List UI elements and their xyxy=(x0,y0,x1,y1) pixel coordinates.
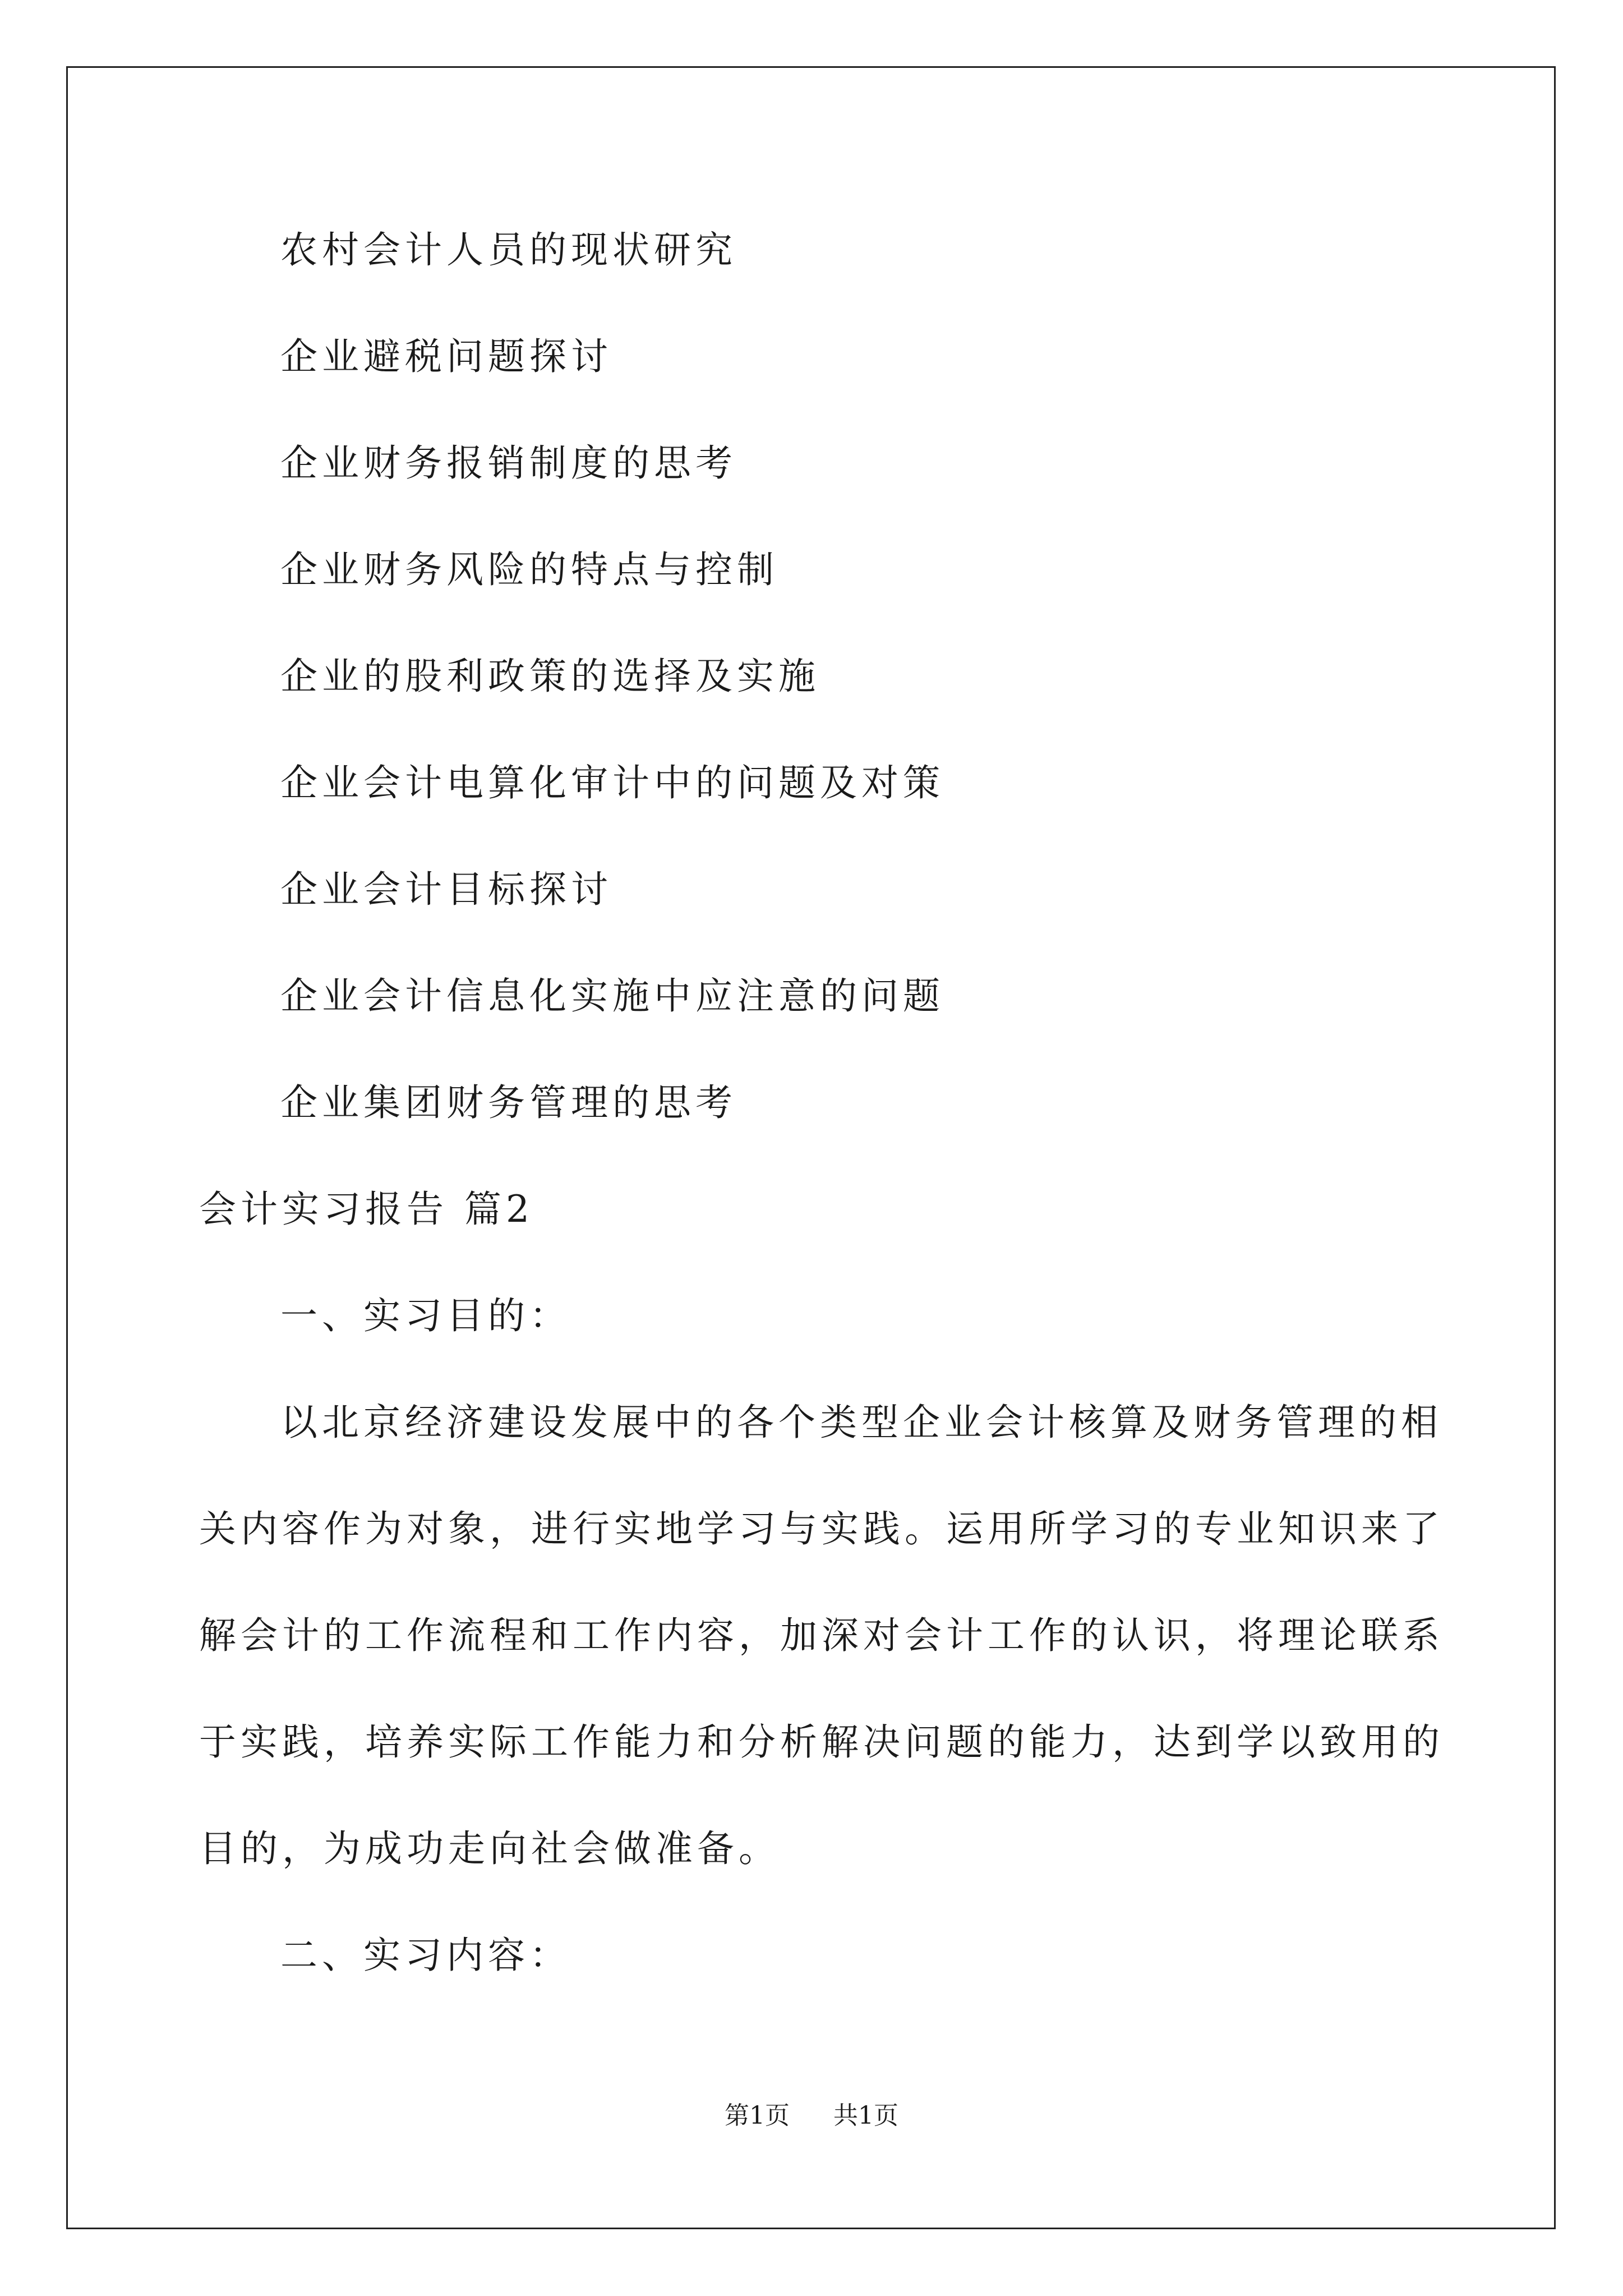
page-number: 第1页 xyxy=(725,2101,790,2130)
topic-item: 企业会计信息化实施中应注意的问题 xyxy=(280,974,944,1018)
topic-item: 企业财务风险的特点与控制 xyxy=(280,548,778,591)
paragraph-line: 解会计的工作流程和工作内容，加深对会计工作的认识，将理论联系 xyxy=(199,1614,1444,1657)
topic-item: 企业会计电算化审计中的问题及对策 xyxy=(280,761,944,804)
section-title: 会计实习报告 篇2 xyxy=(199,1188,534,1231)
topic-item: 企业财务报销制度的思考 xyxy=(280,441,737,485)
topic-item: 企业避税问题探讨 xyxy=(280,335,612,378)
paragraph-line: 关内容作为对象，进行实地学习与实践。运用所学习的专业知识来了 xyxy=(199,1507,1444,1550)
content-heading: 二、实习内容： xyxy=(280,1934,571,1977)
topic-item: 企业会计目标探讨 xyxy=(280,868,612,911)
paragraph-line: 目的，为成功走向社会做准备。 xyxy=(199,1827,780,1870)
purpose-heading: 一、实习目的： xyxy=(280,1294,571,1337)
paragraph-line: 以北京经济建设发展中的各个类型企业会计核算及财务管理的相 xyxy=(280,1401,1442,1444)
topic-item: 企业集团财务管理的思考 xyxy=(280,1081,737,1124)
topic-item: 农村会计人员的现状研究 xyxy=(280,228,737,272)
page-footer xyxy=(0,2101,1623,2130)
page-border xyxy=(66,66,1556,2229)
paragraph-line: 于实践，培养实际工作能力和分析解决问题的能力，达到学以致用的 xyxy=(199,1720,1444,1764)
topic-item: 企业的股利政策的选择及实施 xyxy=(280,655,820,698)
page-total: 共1页 xyxy=(833,2101,898,2130)
